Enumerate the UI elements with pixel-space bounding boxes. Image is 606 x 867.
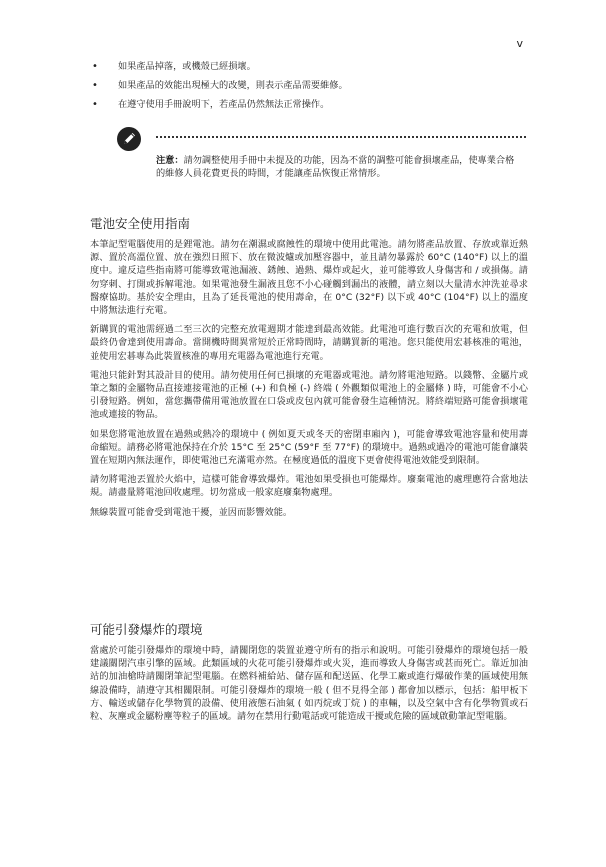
explosive-section-heading: 可能引發爆炸的環境 (90, 622, 203, 637)
battery-section-heading: 電池安全使用指南 (90, 216, 191, 231)
note-text (156, 154, 521, 180)
bullet-dot: • (92, 61, 98, 72)
bullet-list (90, 60, 530, 117)
paragraph: 無線裝置可能會受到電池干擾，並因而影響效能。 (90, 506, 293, 518)
bullet-text: 在遵守使用手冊說明下，若產品仍然無法正常操作。 (118, 99, 330, 110)
list-item (90, 60, 530, 73)
paragraph: 電池只能針對其設計目的使用。請勿使用任何已損壞的充電器或電池。請勿將電池短路。以錢幣、金屬片或筆之類的金屬物品直接連接電池的正極 (+) 和負極 (-) 終端 ( 外觀類似電池上的金屬條 ) 時，可能會不小心引發短路。例如，當您攜帶備用電池放置在口袋或皮包內就可能會發生這種情況。將終端短路可能會損壞電池或連接的物品。 (90, 369, 528, 421)
paragraph: 請勿將電池丟置於火焰中，這樣可能會導致爆炸。電池如果受損也可能爆炸。廢棄電池的處理應符合當地法規。請盡量將電池回收處理。切勿當成一般家庭廢棄物處理。 (90, 474, 528, 499)
bullet-text: 如果產品的效能出現極大的改變，則表示產品需要維修。 (118, 80, 348, 91)
note-body: 請勿調整使用手冊中未提及的功能，因為不當的調整可能會損壞產品，使專業合格的維修人員花費更長的時間，才能讓產品恢復正常情形。 (156, 155, 515, 179)
bullet-dot: • (92, 80, 98, 91)
explosive-section-body (90, 644, 528, 729)
pencil-note-icon (116, 126, 142, 152)
paragraph: 如果您將電池放置在過熱或熱冷的環境中 ( 例如夏天或冬天的密閉車廂內 )，可能會導致電池容量和使用壽命縮短。請務必將電池保持在介於 15°C 至 25°C (59°F 至 77°F) 的環境中。過熱或過冷的電池可能會讓裝置在短期內無法運作，即使電池已充滿電亦然。在極度過低的溫度下更會使得電池效能受到限制。 (90, 428, 528, 467)
list-item (90, 98, 530, 111)
list-item (90, 79, 530, 92)
paragraph: 本筆記型電腦使用的是鋰電池。請勿在潮濕或腐蝕性的環境中使用此電池。請勿將產品放置、存放或靠近熱源、置於高溫位置、放在強烈日照下、放在微波爐或加壓容器中，並且請勿暴露於 60°C (140°F) 以上的溫度中。違反這些指南將可能導致電池漏液、銹蝕、過熱、爆炸或起火，並可能導致人身傷害和 / 或損傷。請勿穿刺、打開或拆解電池。如果電池發生漏液且您不小心碰觸到漏出的液體，請立刻以大量清水沖洗並尋求醫療協助。基於安全理由，且為了延長電池的使用壽命，在 0°C (32°F) 以下或 40°C (104°F) 以上的溫度中將無法進行充電。 (90, 239, 528, 317)
bullet-dot: • (92, 99, 98, 110)
paragraph: 當處於可能引發爆炸的環境中時，請關閉您的裝置並遵守所有的指示和說明。可能引發爆炸的環境包括一般建議關閉汽車引擎的區域。此類區域的火花可能引發爆炸或火災，進而導致人身傷害或甚而死亡。靠近加油站的加油槍時請關閉筆記型電腦。在燃料補給站、儲存區和配送區、化學工廠或進行爆破作業的區域使用無線設備時，請遵守其相關限制。可能引發爆炸的環境一般 ( 但不見得全部 ) 都會加以標示，包括：船甲板下方、輸送或儲存化學物質的設備、使用液態石油氣 ( 如丙烷或丁烷 ) 的車輛，以及空氣中含有化學物質或石粒、灰塵或金屬粉塵等粒子的區域。請勿在禁用行動電話或可能造成干擾或危險的區域啟動筆記型電腦。 (90, 645, 528, 723)
note-divider (156, 136, 526, 138)
page-number: v (516, 37, 523, 50)
bullet-text: 如果產品掉落，或機殼已經損壞。 (118, 61, 256, 72)
battery-section-body (90, 238, 528, 525)
note-label: 注意： (156, 155, 184, 166)
paragraph: 新購買的電池需經過二至三次的完整充放電週期才能達到最高效能。此電池可進行數百次的充電和放電，但最終仍會達到使用壽命。當開機時間異常短於正常時間時，請購買新的電池。您只能使用宏碁核准的電池，並使用宏碁專為此裝置核准的專用充電器為電池進行充電。 (90, 324, 528, 362)
